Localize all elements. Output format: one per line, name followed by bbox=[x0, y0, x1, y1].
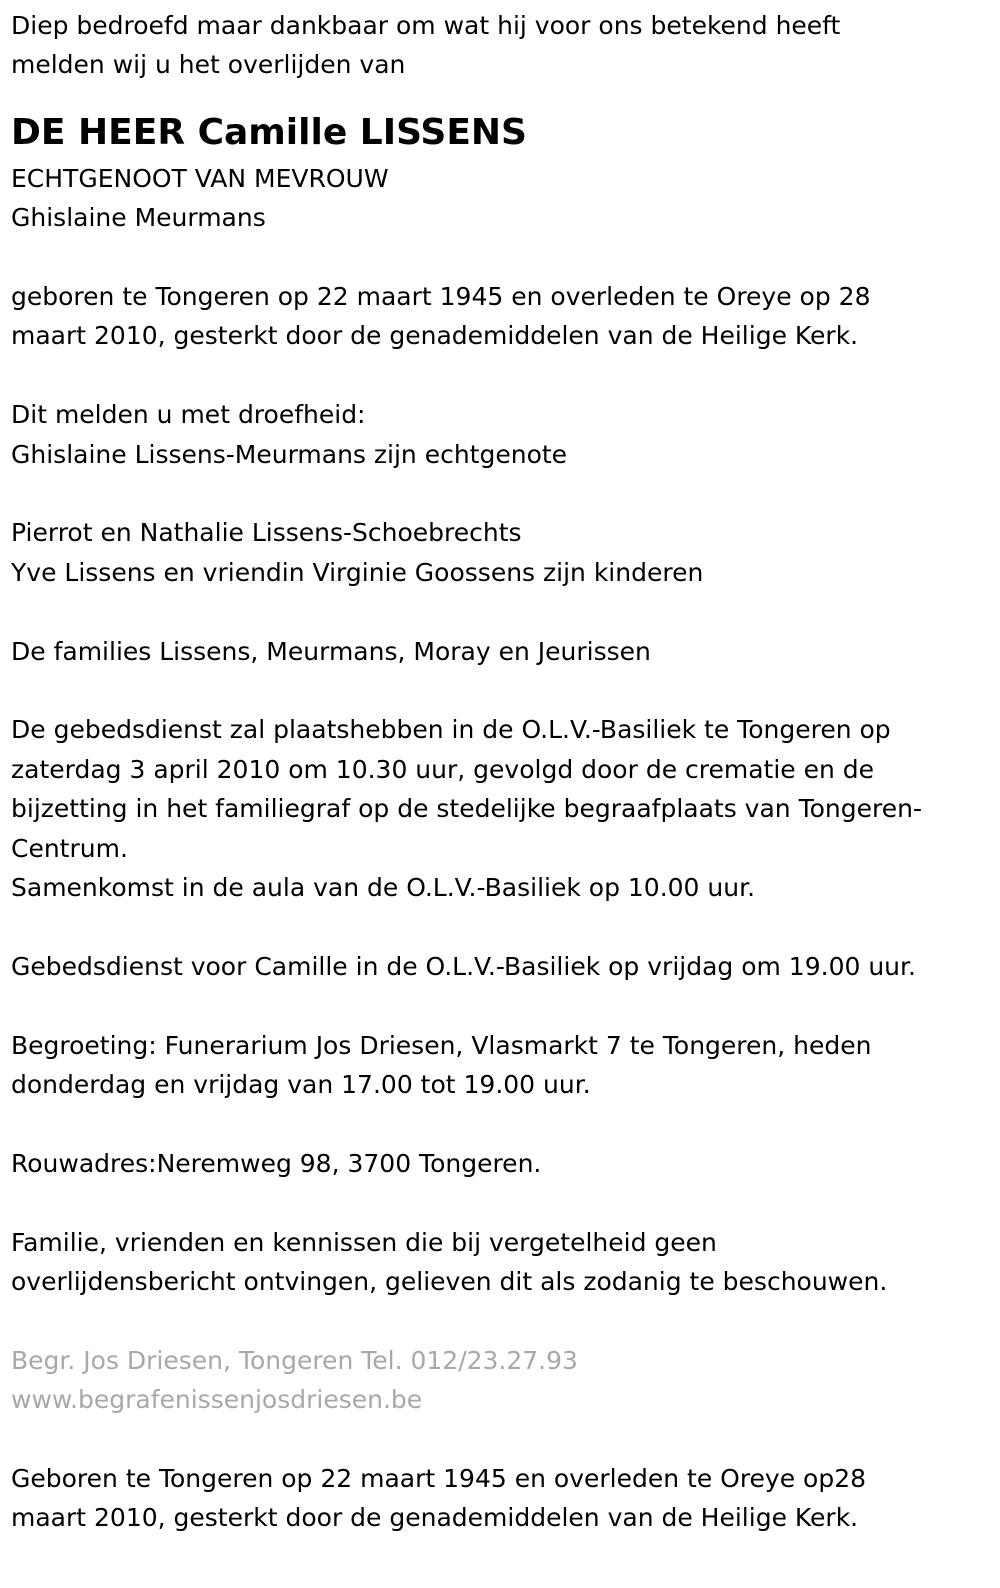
service-line-3: bijzetting in het familiegraf op de stedelijke begraafplaats van Tongeren- bbox=[11, 794, 922, 824]
undertaker-contact: Begr. Jos Driesen, Tongeren Tel. 012/23.27.93 bbox=[11, 1345, 578, 1375]
spouse-block bbox=[11, 159, 988, 238]
announcers-heading: Dit melden u met droefheid: bbox=[11, 400, 366, 430]
spacer bbox=[11, 356, 988, 395]
service-line-1: De gebedsdienst zal plaatshebben in de O.L.V.-Basiliek te Tongeren op bbox=[11, 715, 891, 745]
spacer bbox=[11, 1301, 988, 1340]
spacer bbox=[11, 986, 988, 1025]
families-line: De families Lissens, Meurmans, Moray en Jeurissen bbox=[11, 636, 651, 666]
spacer bbox=[11, 1104, 988, 1143]
footer-line-2: maart 2010, gesterkt door de genademiddelen van de Heilige Kerk. bbox=[11, 1503, 859, 1533]
footer-paragraph bbox=[11, 1459, 988, 1538]
children-line-2: Yve Lissens en vriendin Virginie Goossens zijn kinderen bbox=[11, 557, 704, 587]
undertaker-website: www.begrafenissenjosdriesen.be bbox=[11, 1385, 423, 1415]
deceased-name: DE HEER Camille LISSENS bbox=[11, 111, 527, 153]
children-line-1: Pierrot en Nathalie Lissens-Schoebrechts bbox=[11, 518, 522, 548]
footer-line-1: Geboren te Tongeren op 22 maart 1945 en overleden te Oreye op28 bbox=[11, 1464, 867, 1494]
intro-line-1: Diep bedroefd maar dankbaar om wat hij voor ons betekend heeft bbox=[11, 11, 841, 40]
spacer bbox=[11, 907, 988, 946]
announcers-spouse: Ghislaine Lissens-Meurmans zijn echtgenote bbox=[11, 439, 568, 469]
spacer bbox=[11, 1420, 988, 1459]
visitation-line-1: Begroeting: Funerarium Jos Driesen, Vlasmarkt 7 te Tongeren, heden bbox=[11, 1030, 872, 1060]
spacer bbox=[11, 238, 988, 277]
announcers-paragraph bbox=[11, 395, 988, 474]
spacer bbox=[11, 671, 988, 710]
children-paragraph bbox=[11, 513, 988, 592]
undertaker-block bbox=[11, 1341, 988, 1420]
intro-paragraph bbox=[11, 6, 988, 85]
notice-line-2: overlijdensbericht ontvingen, gelieven dit als zodanig te beschouwen. bbox=[11, 1267, 888, 1297]
birth-death-paragraph bbox=[11, 277, 988, 356]
spouse-label: ECHTGENOOT VAN MEVROUW bbox=[11, 163, 389, 193]
intro-line-2: melden wij u het overlijden van bbox=[11, 50, 406, 80]
birth-death-line-1: geboren te Tongeren op 22 maart 1945 en overleden te Oreye op 28 bbox=[11, 282, 871, 312]
birth-death-line-2: maart 2010, gesterkt door de genademiddelen van de Heilige Kerk. bbox=[11, 321, 859, 351]
notice-paragraph bbox=[11, 1223, 988, 1302]
service-line-2: zaterdag 3 april 2010 om 10.30 uur, gevolgd door de crematie en de bbox=[11, 754, 875, 784]
visitation-line-2: donderdag en vrijdag van 17.00 tot 19.00 uur. bbox=[11, 1070, 591, 1100]
service-paragraph bbox=[11, 710, 988, 907]
spacer bbox=[11, 474, 988, 513]
spacer bbox=[11, 592, 988, 631]
service-line-4: Centrum. bbox=[11, 833, 128, 863]
gathering-line: Samenkomst in de aula van de O.L.V.-Basiliek op 10.00 uur. bbox=[11, 873, 756, 903]
mourning-address: Rouwadres:Neremweg 98, 3700 Tongeren. bbox=[11, 1148, 542, 1178]
prayer-line: Gebedsdienst voor Camille in de O.L.V.-Basiliek op vrijdag om 19.00 uur. bbox=[11, 951, 916, 981]
spacer bbox=[11, 1183, 988, 1222]
visitation-paragraph bbox=[11, 1026, 988, 1105]
spouse-name: Ghislaine Meurmans bbox=[11, 203, 266, 233]
notice-line-1: Familie, vrienden en kennissen die bij vergetelheid geen bbox=[11, 1227, 717, 1257]
